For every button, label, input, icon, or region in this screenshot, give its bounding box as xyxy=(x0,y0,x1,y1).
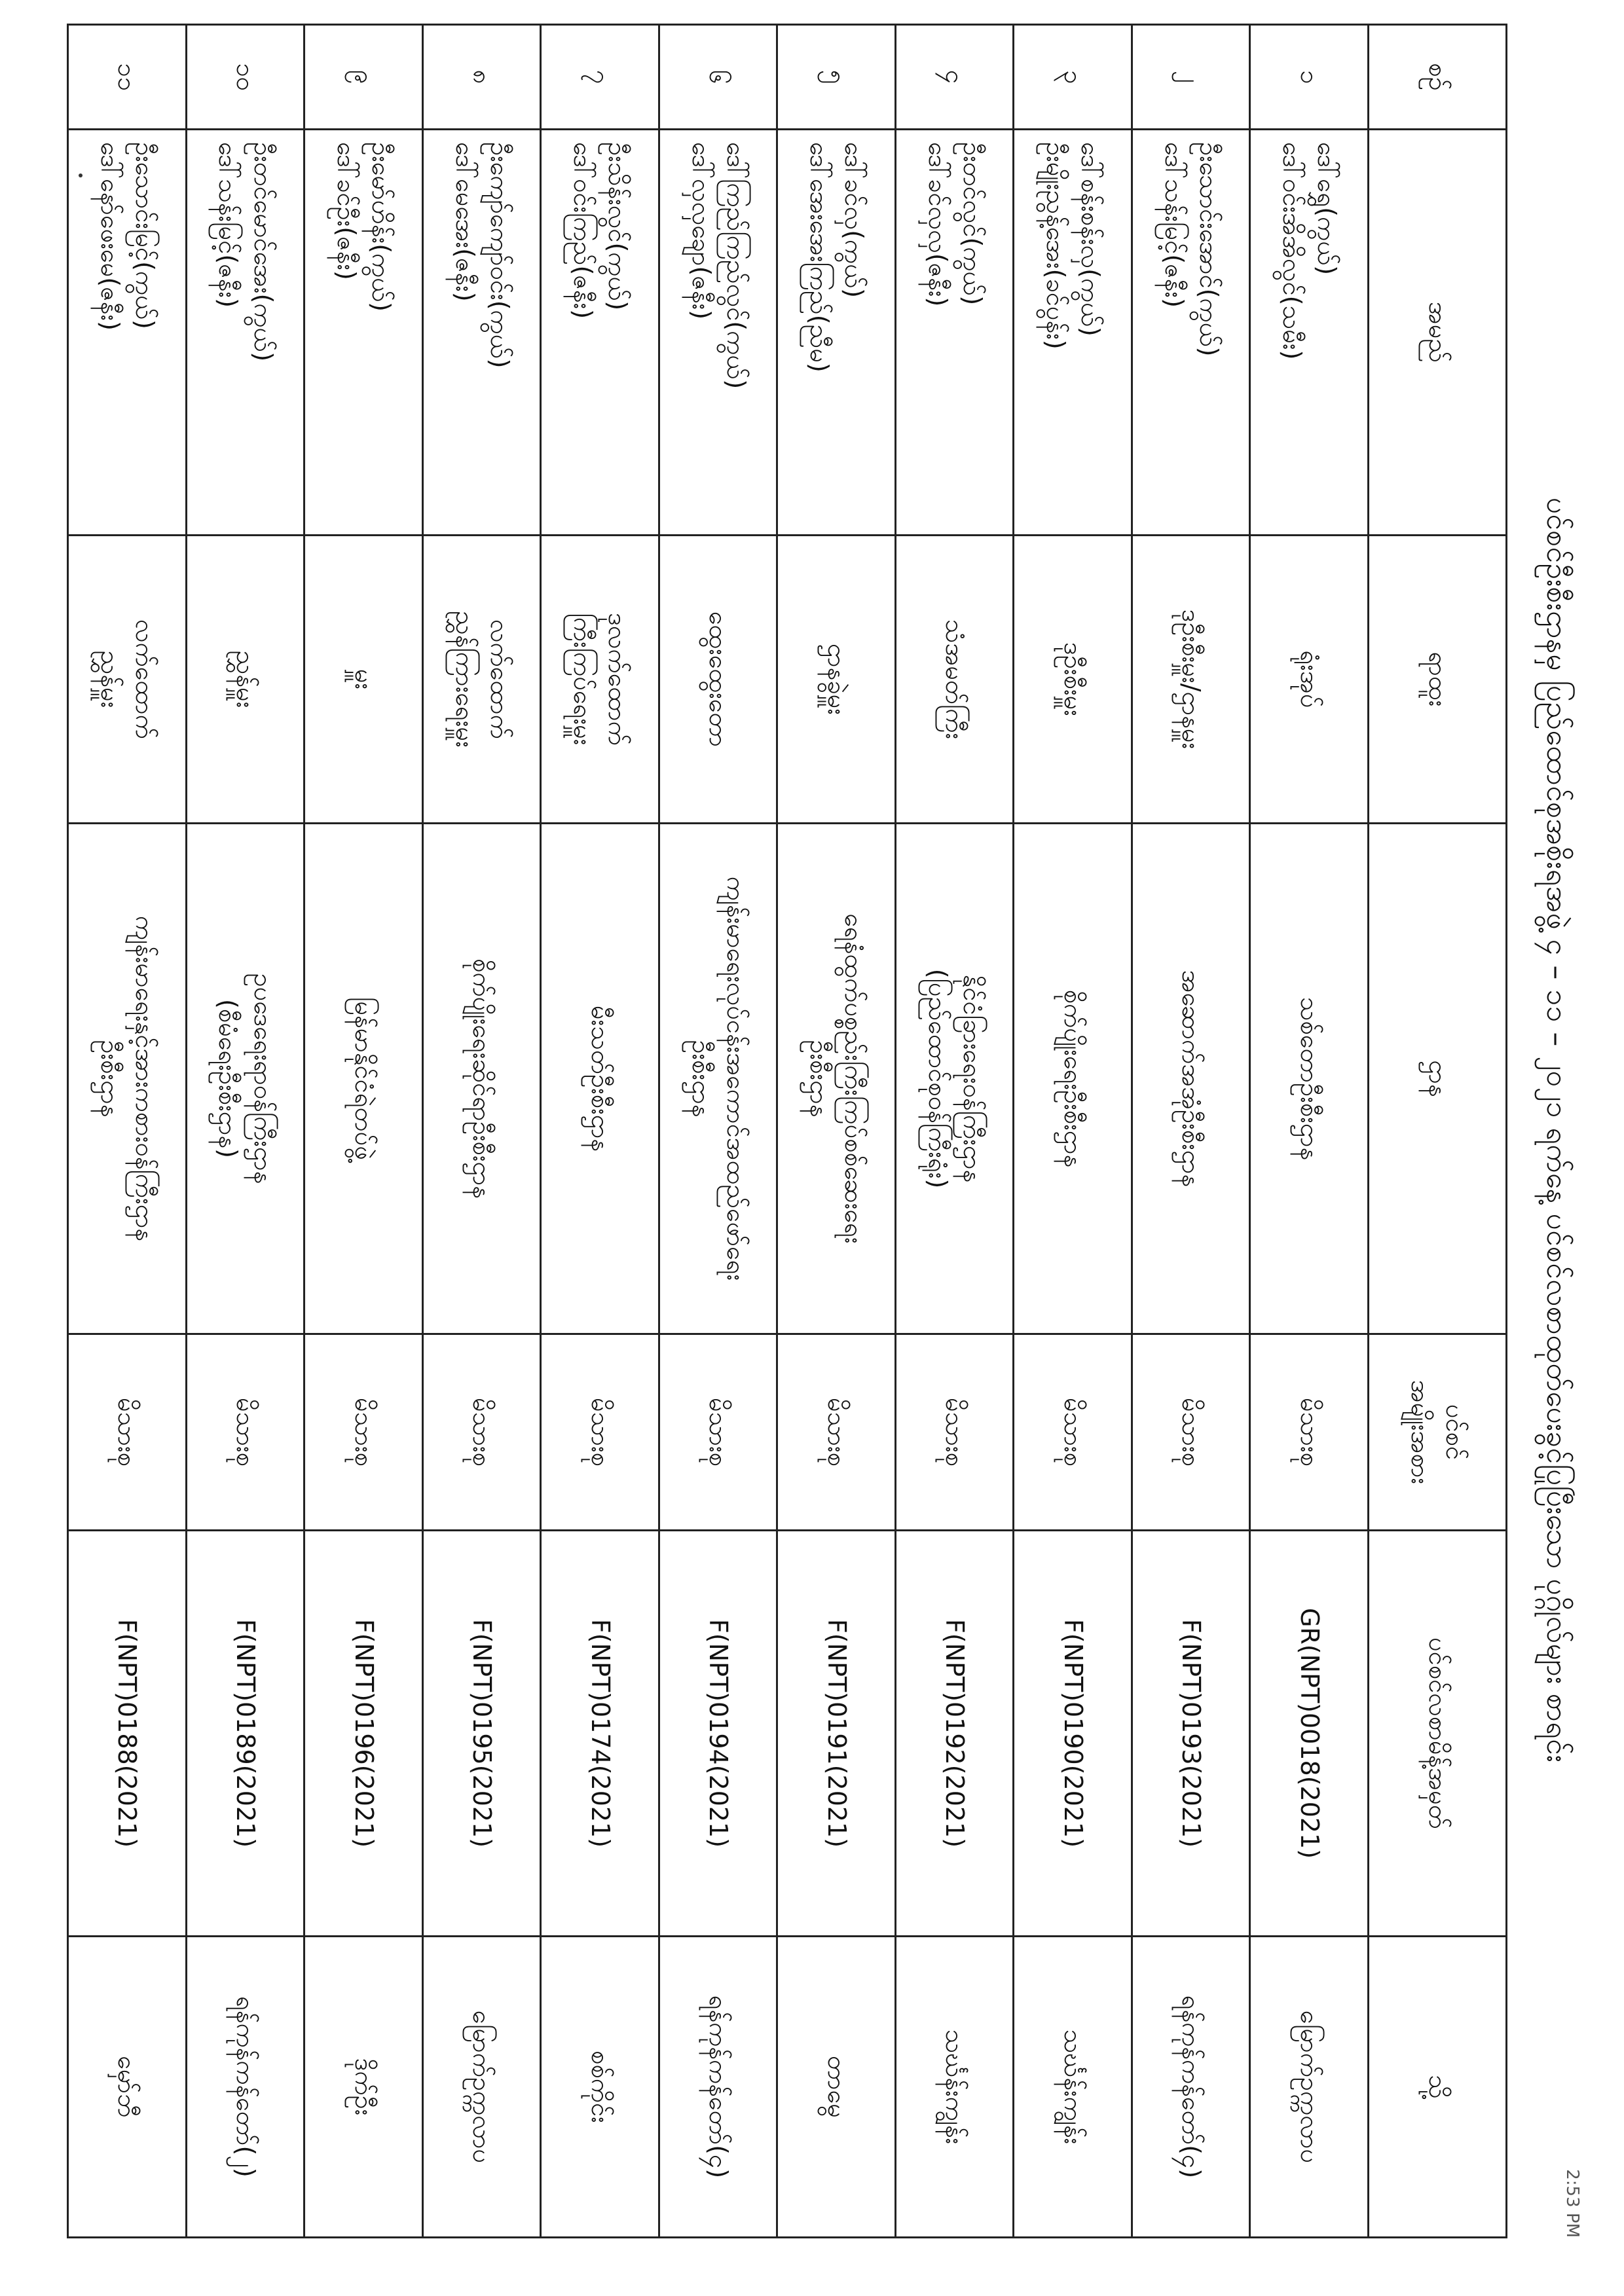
table-row xyxy=(1132,25,1250,2238)
cell-department xyxy=(895,824,1014,1334)
table-row xyxy=(659,25,777,2238)
table-body xyxy=(68,25,1369,2238)
table-row xyxy=(1014,25,1132,2238)
header-rank: ရာထူး xyxy=(1369,536,1507,824)
scan-speck xyxy=(79,173,83,177)
cell-place: စစ်ကိုင်း xyxy=(541,1937,659,2238)
cell-rank xyxy=(68,536,187,824)
cell-pension-type: မိသားစု xyxy=(659,1334,777,1531)
header-name: အမည် xyxy=(1369,130,1507,536)
cell-pension-type: မိသားစု xyxy=(1250,1334,1369,1531)
cell-place: မြောက်ဥက္ကလာပ xyxy=(422,1937,541,2238)
cell-pension-type: မိသားစု xyxy=(186,1334,304,1531)
cell-name-line: ဒေါ်စန်းစန်းလှ(ကွယ်) xyxy=(1076,142,1105,337)
cell-department-line: ဦးစီးဌာန xyxy=(686,1040,716,1118)
cell-no: ၁၀ xyxy=(186,25,304,130)
header-no: စဉ် xyxy=(1369,25,1507,130)
cell-department-line: ကျန်းမာရေးနှင့်အားကစားဝန်ကြီးဌာန xyxy=(130,915,160,1242)
table-row xyxy=(1250,25,1369,2238)
cell-place: ရန်ကုန်ကန်တော်(၄) xyxy=(659,1937,777,2238)
cell-name-line: ဒေါ်နော်ဖေးမေ(ဇနီး) xyxy=(95,142,124,331)
table-row xyxy=(304,25,423,2238)
cell-department xyxy=(541,824,659,1334)
cell-pension-type: မိသားစု xyxy=(304,1334,423,1531)
cell-place: တာမွေ xyxy=(777,1937,896,2238)
cell-department-line: ဦးစီးဌာန xyxy=(805,1040,834,1118)
cell-name-line: ဒေါ်ခင်လှ(ကွယ်) xyxy=(840,142,869,298)
cell-rank xyxy=(1014,536,1132,824)
cell-department xyxy=(304,824,423,1334)
cell-no: ၇ xyxy=(541,25,659,130)
cell-rank-line: ဒုဦးစီးမှူး/ဌာနမှူး xyxy=(1177,609,1206,750)
cell-order-number: F(NPT)0196(2021) xyxy=(304,1531,423,1937)
cell-rank-line: ညွှန်မှူး xyxy=(95,650,124,708)
cell-name-line: ဦးသောင်းမြင့်(ကွယ်) xyxy=(130,142,160,329)
cell-pension-type: မိသားစု xyxy=(422,1334,541,1531)
cell-rank-line: မှူး xyxy=(349,668,378,690)
cell-order-number: GR(NPT)0018(2021) xyxy=(1250,1531,1369,1937)
cell-order-number: F(NPT)0190(2021) xyxy=(1014,1531,1132,1937)
cell-department xyxy=(1014,824,1132,1334)
cell-rank xyxy=(895,536,1014,824)
cell-name xyxy=(659,130,777,536)
table-row xyxy=(68,25,187,2238)
cell-name xyxy=(1250,130,1369,536)
cell-department xyxy=(68,824,187,1334)
cell-department-line: (ပြည်ထောင်စုဝန်ကြီးရုံး) xyxy=(923,968,952,1189)
cell-rank xyxy=(304,536,423,824)
cell-place: ရန်ကုန်ကန်တော်(၄) xyxy=(1132,1937,1250,2238)
cell-no: ၃ xyxy=(1014,25,1132,130)
cell-department-line: မီးသတ်ဦးစီးဌာန xyxy=(585,1005,615,1152)
cell-name xyxy=(186,130,304,536)
table-header-row xyxy=(1369,25,1507,2238)
cell-name-line: ဦးတင်မောင်အေး(ကွယ်) xyxy=(248,142,278,362)
cell-name xyxy=(68,130,187,536)
cell-rank-line: ထွေးထွေးတော xyxy=(704,611,733,748)
cell-order-number: F(NPT)0191(2021) xyxy=(777,1531,896,1937)
cell-department xyxy=(1250,824,1369,1334)
cell-rank-line: ဒုလက်ထောက် xyxy=(603,613,633,746)
cell-rank xyxy=(541,536,659,824)
table-row xyxy=(186,25,304,2238)
cell-place: မြောက်ဥက္ကလာပ xyxy=(1250,1937,1369,2238)
cell-name xyxy=(422,130,541,536)
cell-pension-type: မိသားစု xyxy=(541,1334,659,1531)
cell-name-line: ဒေါ်ကြည်ကြည်လွင်(ကွယ်) xyxy=(721,142,750,390)
cell-place: ဒိုက်ဦး xyxy=(304,1937,423,2238)
cell-pension-type: မိသားစု xyxy=(1132,1334,1250,1531)
header-place: သို့ xyxy=(1369,1937,1507,2238)
cell-no: ၈ xyxy=(422,25,541,130)
header-department: ဌာန xyxy=(1369,824,1507,1334)
cell-name-line: ဒေါ်ရွှေ(ကွယ်) xyxy=(1312,142,1342,276)
cell-rank-line: ကြီးကြပ်ရေးမှူး xyxy=(568,613,598,746)
cell-rank xyxy=(422,536,541,824)
cell-name-line: ဦးတင်လွင်(ကွယ်) xyxy=(957,142,987,306)
table-row xyxy=(777,25,896,2238)
header-pension-type xyxy=(1369,1334,1507,1531)
cell-name xyxy=(1132,130,1250,536)
cell-rank-line: သံအမတ်ကြီး xyxy=(940,619,970,740)
cell-order-number: F(NPT)0174(2021) xyxy=(541,1531,659,1937)
cell-order-number: F(NPT)0192(2021) xyxy=(895,1531,1014,1937)
cell-name-line: ဒေါ်ခင်ဦး(ဇနီး) xyxy=(331,142,361,280)
table-row xyxy=(541,25,659,2238)
cell-department-line: ကျန်းမာရေးလုပ်ငန်းအကောင်အထည်ဖော်ရေး xyxy=(721,876,750,1281)
cell-department-line: စိုက်ပျိုးရေးဦးစီးဌာန xyxy=(1058,989,1088,1168)
cell-department-line: ရေနံထွက်ပစ္စည်းကြီးကြပ်စစ်ဆေးရေး xyxy=(840,913,869,1244)
cell-department xyxy=(186,824,304,1334)
cell-department xyxy=(659,824,777,1334)
cell-name xyxy=(1014,130,1132,536)
cell-rank-line: ညွှန်မှူး xyxy=(231,650,261,708)
cell-name-line: ဒေါ်သန်းမြင့်(ဇနီး) xyxy=(213,142,243,308)
cell-name-line: ဒေါ်လှလှချော(ဇနီး) xyxy=(686,142,716,320)
cell-name xyxy=(895,130,1014,536)
header-pension-type-line: အမျိုးအစား xyxy=(1406,1379,1435,1485)
cell-order-number: F(NPT)0193(2021) xyxy=(1132,1531,1250,1937)
cell-pension-type: မိသားစု xyxy=(1014,1334,1132,1531)
cell-name-line: ဒေါ်သန်းမြင့်(ဇနီး) xyxy=(1159,142,1189,308)
cell-department-line: စိုက်ပျိုးရေးဆိုင်ရာဦးစီးဌာန xyxy=(468,958,497,1199)
document-title: ပင်စင်ဦးစီးဌာနမှ ပြည်ထောင်စုအစိုးရအဖွဲ့ ၄ – ၁၁ – ၂၀၂၁ ရက်နေ့ ပင်စင်လစာထုတ်ပေးခွင့်ပြုပြီးသော ပုဂ္ဂိုလ်များ စာရင်း xyxy=(1540,497,1574,1763)
cell-name-line: ဦးကျော်ကျော်ဝင်း(ကွယ်) xyxy=(485,142,514,369)
rotated-document-sheet xyxy=(24,10,1593,2250)
cell-department xyxy=(1132,824,1250,1334)
cell-name xyxy=(777,130,896,536)
cell-rank-line: ဒုဦးစီးမှူး xyxy=(1058,642,1088,716)
cell-rank-line: ညွှန်ကြားရေးမှူး xyxy=(450,611,479,748)
cell-pension-type: မိသားစု xyxy=(895,1334,1014,1531)
cell-no: ၄ xyxy=(895,25,1014,130)
cell-rank xyxy=(186,536,304,824)
cell-place: သင်္ဃန်းကျွန်း xyxy=(895,1937,1014,2238)
cell-rank xyxy=(1132,536,1250,824)
cell-no: ၁ xyxy=(1250,25,1369,130)
cell-place: ရန်ကုန်ကန်တော်(၂) xyxy=(186,1937,304,2238)
cell-name-line: ဒေါ်ဝင်းကြည်(ဇနီး) xyxy=(568,142,598,319)
cell-pension-type: မိသားစု xyxy=(777,1334,896,1531)
header-order-number: ပင်စင်လစာမိန့်အမှတ် xyxy=(1369,1531,1507,1937)
table-row xyxy=(422,25,541,2238)
table-row xyxy=(895,25,1014,2238)
cell-department-line: မြန်မာနိုင်ငံရဲတပ်ဖွဲ့ xyxy=(349,996,378,1161)
cell-pension-type: မိသားစု xyxy=(68,1334,187,1531)
pension-table xyxy=(67,24,1507,2238)
cell-rank xyxy=(1250,536,1369,824)
cell-no: ၆ xyxy=(659,25,777,130)
cell-name-line: ဦးသောင်းအောင်(ကွယ်) xyxy=(1194,142,1223,357)
cell-department xyxy=(777,824,896,1334)
cell-department xyxy=(422,824,541,1334)
cell-no: ၂ xyxy=(1132,25,1250,130)
cell-order-number: F(NPT)0189(2021) xyxy=(186,1531,304,1937)
cell-department-line: အဆောက်အအုံဦးစီးဌာန xyxy=(1177,970,1206,1188)
pension-table-wrapper xyxy=(67,24,1507,2236)
cell-order-number: F(NPT)0195(2021) xyxy=(422,1531,541,1937)
cell-name-line: ဦးသိန်းလွင်(ကွယ်) xyxy=(603,142,633,311)
cell-order-number: F(NPT)0188(2021) xyxy=(68,1531,187,1937)
cell-name xyxy=(304,130,423,536)
cell-department-line: (စီမံရေးဦးစီးဌာန) xyxy=(213,999,243,1158)
cell-department-line: ဦးစီးဌာန xyxy=(95,1040,124,1118)
cell-name-line: ဦးမော်ဟိန်း(ကွယ်) xyxy=(367,142,396,312)
cell-name-line: ဦးမျိုးညွန့်အေး(ခင်ပွန်း) xyxy=(1041,142,1071,350)
cell-rank-line: ရုံးအုပ် xyxy=(1295,650,1324,708)
cell-name xyxy=(541,130,659,536)
cell-department-line: ဥပဒေရေးရာဝန်ကြီးဌာန xyxy=(248,973,278,1184)
cell-no: ၉ xyxy=(304,25,423,130)
cell-no: ၅ xyxy=(777,25,896,130)
header-pension-type-line: ပင်စင် xyxy=(1441,1404,1470,1461)
cell-place: သင်္ဃန်းကျွန်း xyxy=(1014,1937,1132,2238)
cell-rank xyxy=(659,536,777,824)
cell-rank-line: လက်ထောက် xyxy=(130,619,160,739)
cell-order-number: F(NPT)0194(2021) xyxy=(659,1531,777,1937)
cell-rank-line: ဌာနခွဲမှူး xyxy=(822,643,851,716)
cell-department-line: နိုင်ငံခြားရေးဝန်ကြီးဌာန xyxy=(957,974,987,1183)
cell-name-line: ဒေါ်အေးအေးကြည်(ညီမ) xyxy=(805,142,834,373)
cell-name-line: ဒေါ်ခင်လှလှ(ဇနီး) xyxy=(923,142,952,307)
cell-place: မှော်ဘီ xyxy=(68,1937,187,2238)
scan-timestamp: 2:53 PM xyxy=(1562,2169,1582,2238)
cell-no: ၁၁ xyxy=(68,25,187,130)
cell-rank xyxy=(777,536,896,824)
cell-name-line: ဒေါ်ဝင်းအိအိလွင်(သမီး) xyxy=(1278,142,1307,360)
cell-department-line: သစ်တောဦးစီးဌာန xyxy=(1295,996,1324,1161)
cell-name-line: ဒေါ်မေအေး(ဇနီး) xyxy=(450,142,479,302)
cell-rank-line: လက်ထောက် xyxy=(485,619,514,739)
